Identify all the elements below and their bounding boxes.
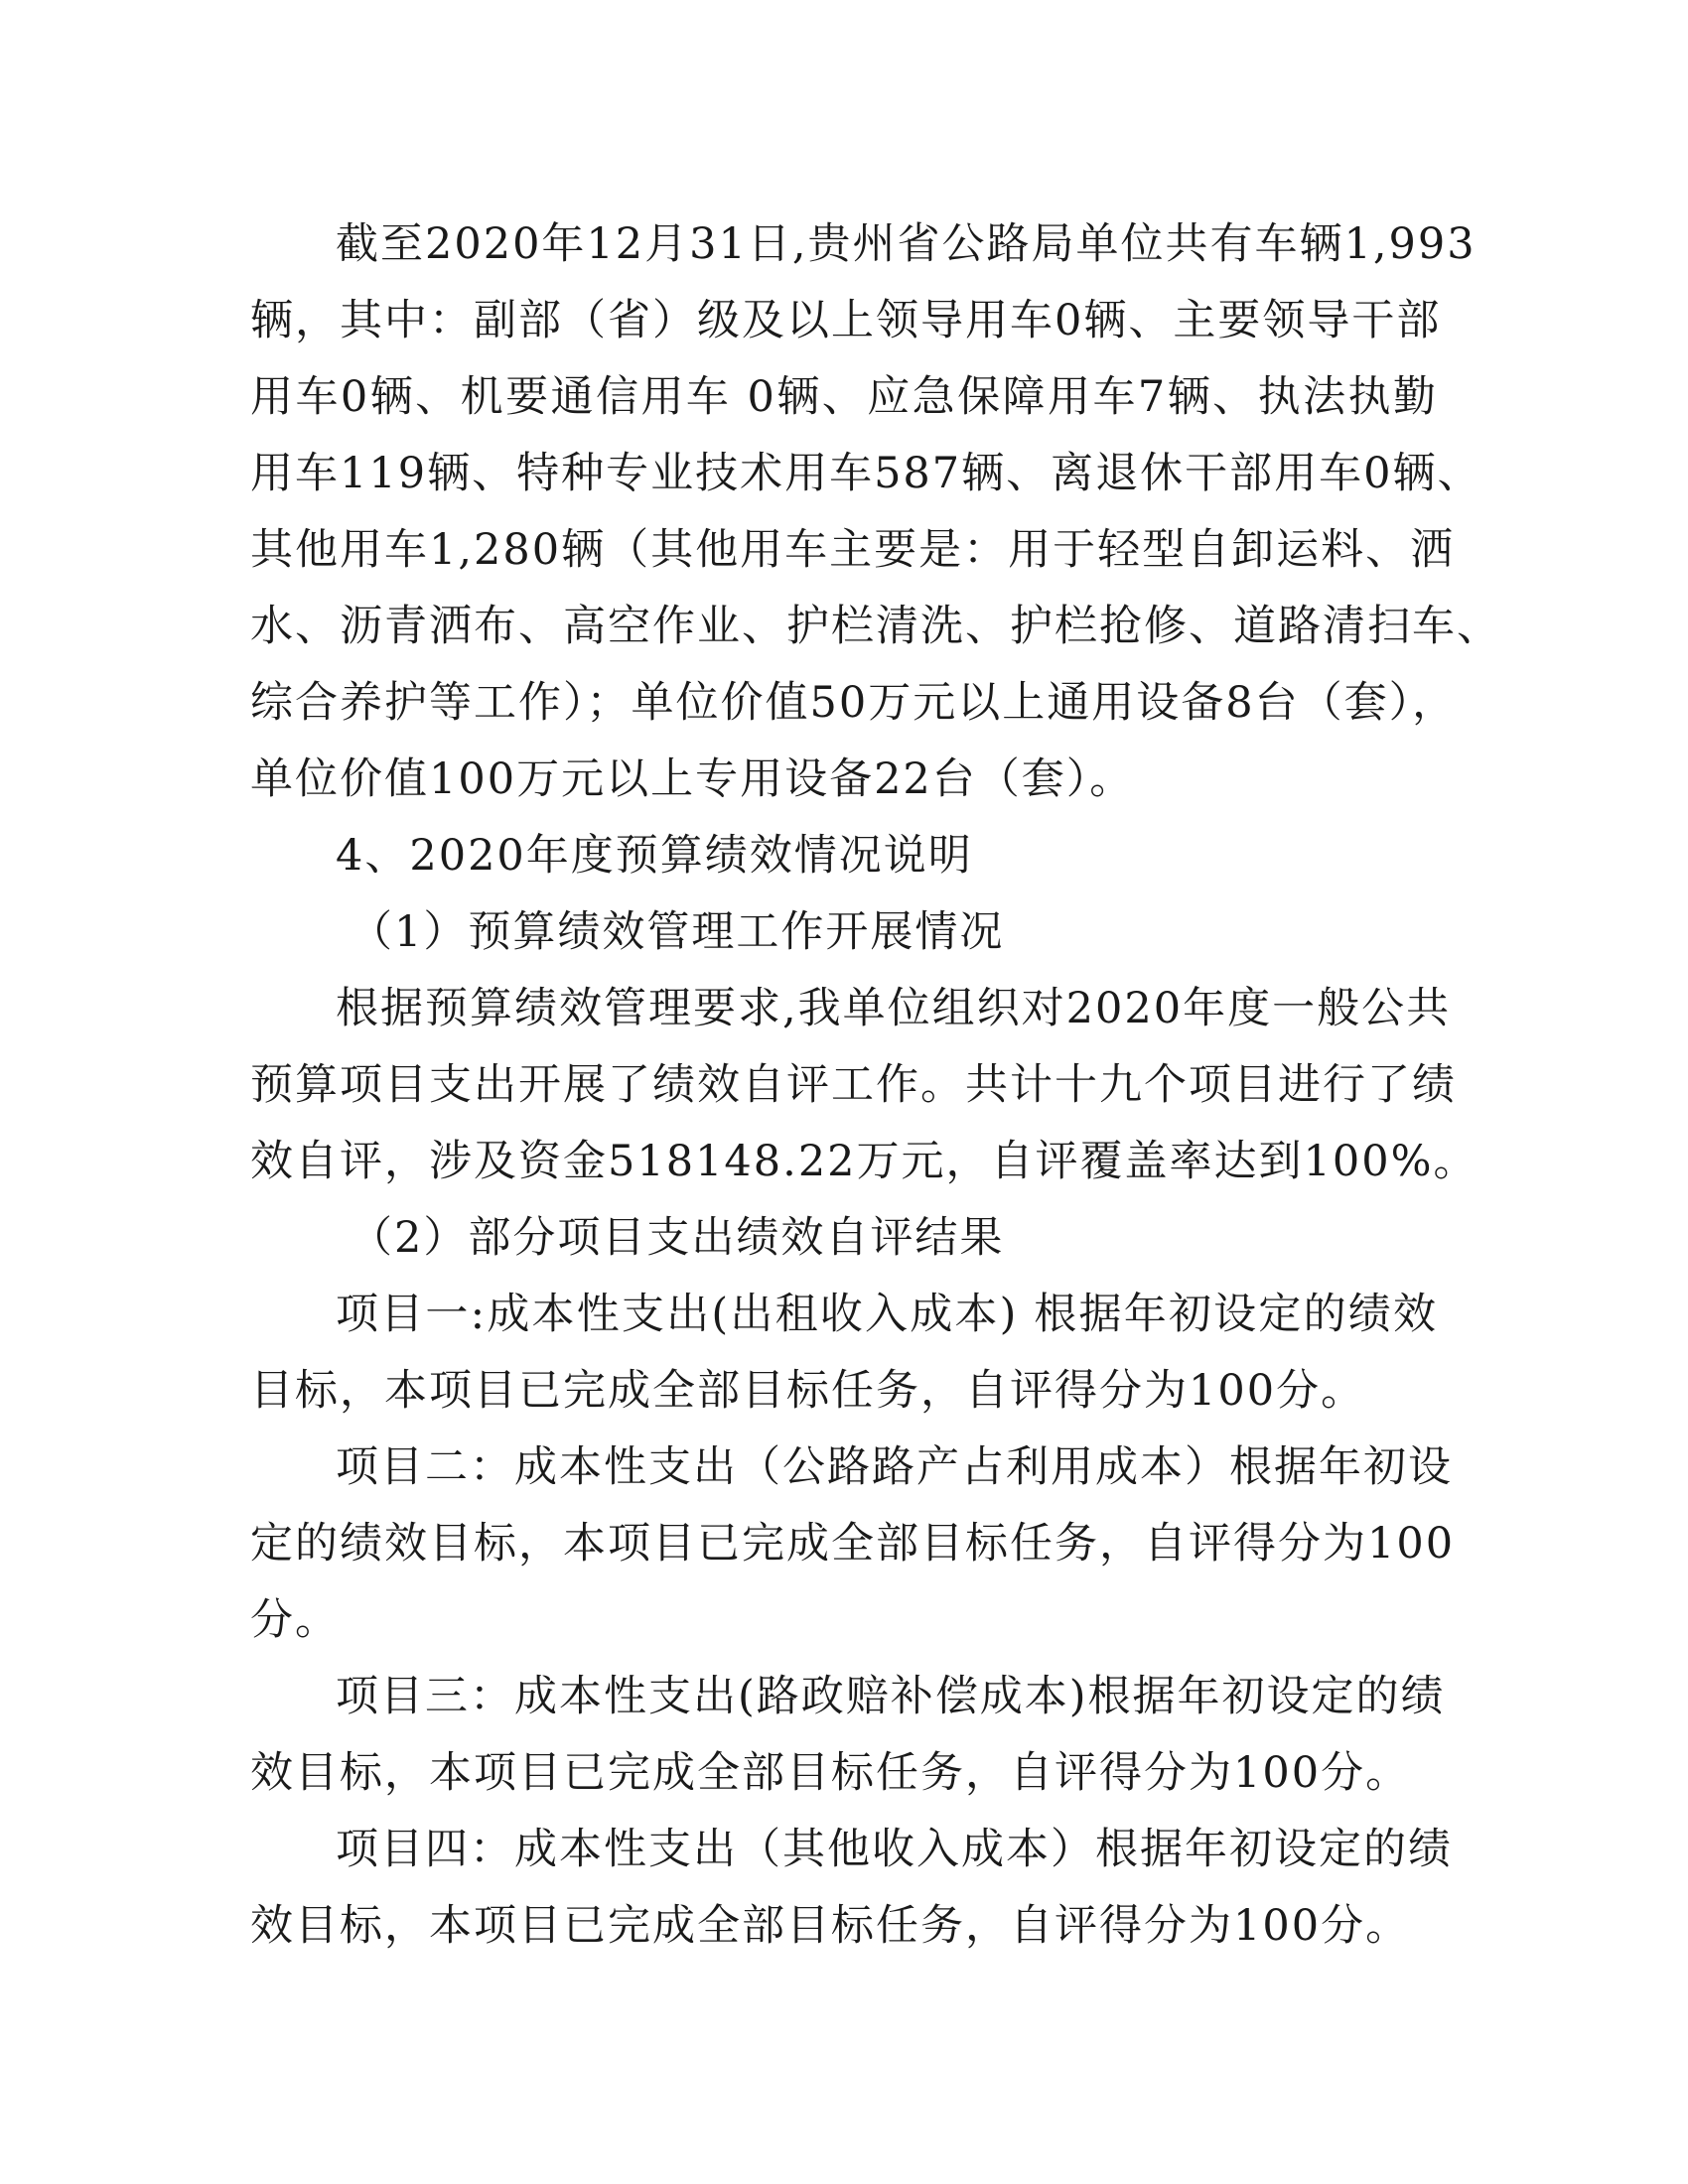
text-line: 项目三：成本性支出(路政赔补偿成本)根据年初设定的绩 [336, 1672, 1446, 1721]
text-line: 水、沥青洒布、高空作业、护栏清洗、护栏抢修、道路清扫车、 [250, 602, 1501, 651]
text-line: 单位价值100万元以上专用设备22台（套）。 [250, 754, 1135, 804]
text-line: 目标，本项目已完成全部目标任务，自评得分为100分。 [250, 1366, 1366, 1416]
text-line: 预算项目支出开展了绩效自评工作。共计十九个项目进行了绩 [250, 1060, 1457, 1110]
text-line: 用车0辆、机要通信用车 0辆、应急保障用车7辆、执法执勤 [250, 372, 1438, 422]
text-line: 分。 [250, 1595, 340, 1645]
text-line: 辆，其中：副部（省）级及以上领导用车0辆、主要领导干部 [250, 296, 1442, 345]
text-line: 效目标，本项目已完成全部目标任务，自评得分为100分。 [250, 1901, 1411, 1951]
text-line: 效自评，涉及资金518148.22万元，自评覆盖率达到100%。 [250, 1137, 1478, 1186]
subsection-heading: （1）预算绩效管理工作开展情况 [350, 907, 1005, 957]
text-line: 项目二：成本性支出（公路路产占利用成本）根据年初设 [336, 1442, 1453, 1492]
text-line: 定的绩效目标，本项目已完成全部目标任务，自评得分为100 [250, 1519, 1456, 1569]
text-line: 根据预算绩效管理要求,我单位组织对2020年度一般公共 [336, 984, 1452, 1033]
document-body [250, 206, 1501, 1965]
section-heading: 4、2020年度预算绩效情况说明 [336, 831, 973, 881]
text-line: 其他用车1,280辆（其他用车主要是：用于轻型自卸运料、洒 [250, 525, 1456, 575]
text-line: 用车119辆、特种专业技术用车587辆、离退休干部用车0辆、 [250, 449, 1482, 498]
text-line: 项目四：成本性支出（其他收入成本）根据年初设定的绩 [336, 1825, 1453, 1874]
text-line: 项目一:成本性支出(出租收入成本) 根据年初设定的绩效 [336, 1290, 1438, 1339]
subsection-heading: （2）部分项目支出绩效自评结果 [350, 1213, 1005, 1263]
text-line: 综合养护等工作）；单位价值50万元以上通用设备8台（套）， [250, 678, 1458, 728]
text-line: 截至2020年12月31日,贵州省公路局单位共有车辆1,993 [336, 219, 1477, 269]
text-line: 效目标，本项目已完成全部目标任务，自评得分为100分。 [250, 1748, 1411, 1798]
